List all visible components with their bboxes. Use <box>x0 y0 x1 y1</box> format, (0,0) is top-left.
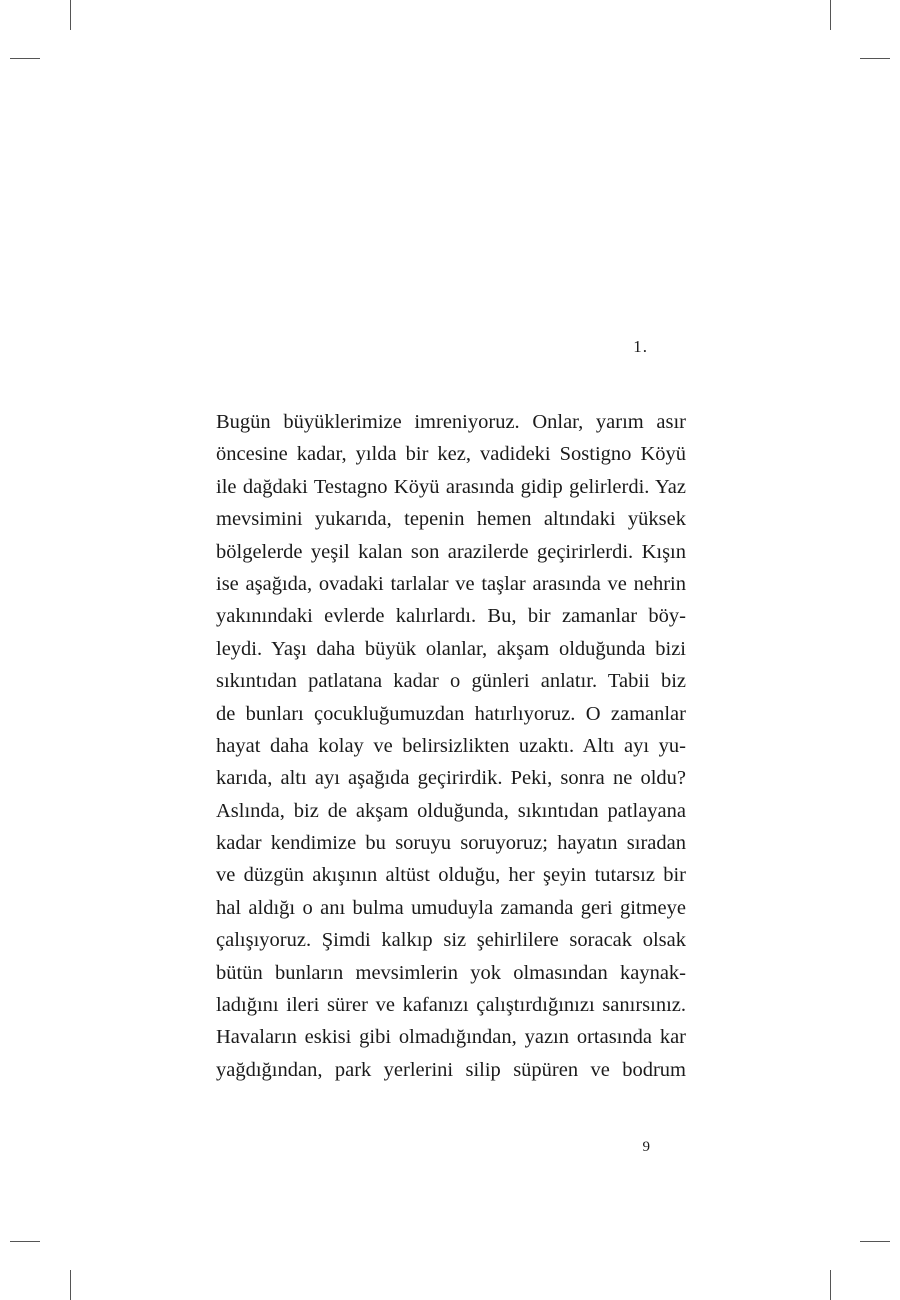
body-paragraph <box>216 406 686 1086</box>
crop-mark-bottom-left-vertical <box>70 1270 71 1300</box>
text-line: bütün bunların mevsimlerin yok olmasından kaynak- <box>216 961 686 984</box>
crop-mark-bottom-right-vertical <box>830 1270 831 1300</box>
chapter-number: 1. <box>633 337 648 356</box>
text-line: kadar kendimize bu soruyu soruyoruz; hayatın sıradan <box>216 832 686 855</box>
text-line: ve düzgün akışının altüst olduğu, her şeyin tutarsız bir <box>216 864 686 887</box>
text-line: hal aldığı o anı bulma umuduyla zamanda geri gitmeye <box>216 896 686 919</box>
text-line: bölgelerde yeşil kalan son arazilerde geçirirlerdi. Kışın <box>216 540 686 563</box>
text-line: ise aşağıda, ovadaki tarlalar ve taşlar arasında ve nehrin <box>216 572 686 595</box>
text-line: hayat daha kolay ve belirsizlikten uzaktı. Altı ayı yu- <box>216 734 686 757</box>
text-line: mevsimini yukarıda, tepenin hemen altındaki yüksek <box>216 508 686 531</box>
text-line: öncesine kadar, yılda bir kez, vadideki Sostigno Köyü <box>216 443 686 466</box>
text-line: çalışıyoruz. Şimdi kalkıp siz şehirlilere soracak olsak <box>216 929 686 952</box>
crop-mark-bottom-right-horizontal <box>860 1241 890 1242</box>
text-line: de bunları çocukluğumuzdan hatırlıyoruz. O zamanlar <box>216 702 686 725</box>
text-line: ile dağdaki Testagno Köyü arasında gidip gelirlerdi. Yaz <box>216 475 686 498</box>
crop-mark-bottom-left-horizontal <box>10 1241 40 1242</box>
crop-mark-top-right-vertical <box>830 0 831 30</box>
text-line: yağdığından, park yerlerini silip süpüren ve bodrum <box>216 1058 686 1081</box>
text-line: yakınındaki evlerde kalırlardı. Bu, bir zamanlar böy- <box>216 605 686 628</box>
crop-mark-top-left-vertical <box>70 0 71 30</box>
text-line: leydi. Yaşı daha büyük olanlar, akşam olduğunda bizi <box>216 637 686 660</box>
text-line: karıda, altı ayı aşağıda geçirirdik. Peki, sonra ne oldu? <box>216 767 686 790</box>
text-line: ladığını ileri sürer ve kafanızı çalıştırdığınızı sanırsınız. <box>216 994 686 1017</box>
crop-mark-top-right-horizontal <box>860 58 890 59</box>
crop-mark-top-left-horizontal <box>10 58 40 59</box>
page-number: 9 <box>642 1139 650 1155</box>
text-line: Aslında, biz de akşam olduğunda, sıkıntıdan patlayana <box>216 799 686 822</box>
text-line: Havaların eskisi gibi olmadığından, yazın ortasında kar <box>216 1026 686 1049</box>
text-line: sıkıntıdan patlatana kadar o günleri anlatır. Tabii biz <box>216 670 686 693</box>
text-line: Bugün büyüklerimize imreniyoruz. Onlar, yarım asır <box>216 411 686 433</box>
